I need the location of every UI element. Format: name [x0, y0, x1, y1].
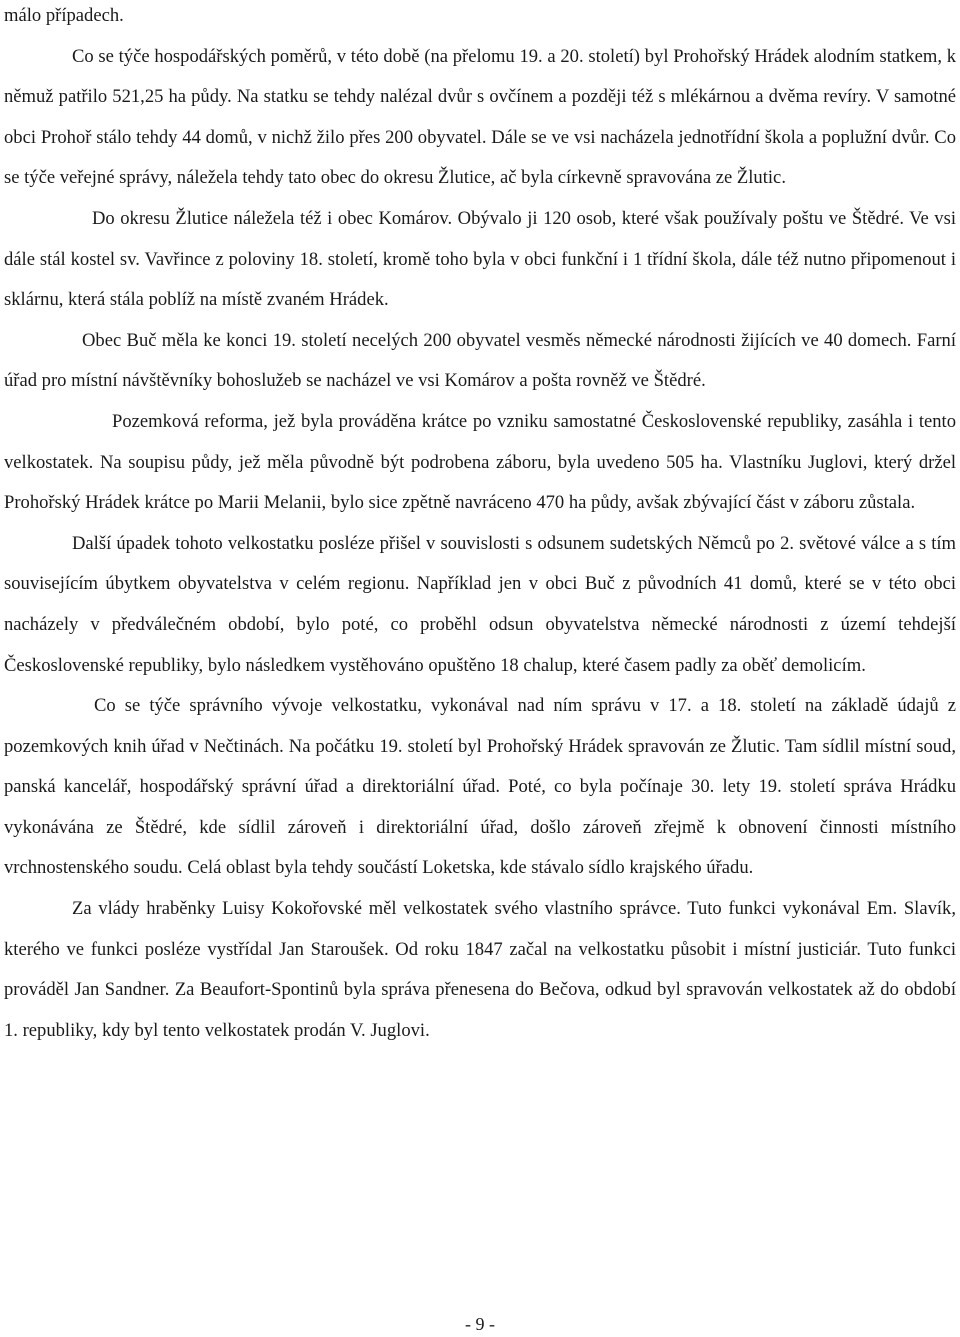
paragraph-komarov: Do okresu Žlutice náležela též i obec Komárov. Obývalo ji 120 osob, které však používaly poštu ve Štědré. Ve vsi dále stál kostel sv. Vavřince z poloviny 18. století, kromě toho byla v obci funkční i 1 třídní škola, dále též nutno připomenout i sklárnu, která stála poblíž na místě zvaném Hrádek.	[4, 207, 956, 311]
paragraph-management: Za vlády hraběnky Luisy Kokořovské měl velkostatek svého vlastního správce. Tuto funkci vykonával Em. Slavík, kterého ve funkci posléze vystřídal Jan Staroušek. Od roku 1847 začal na velkostatku působit i místní justiciár. Tuto funkci prováděl Jan Sandner. Za Beaufort-Spontinů byla správa přenesena do Bečova, odkud byl spravován velkostatek až do období 1. republiky, kdy byl tento velkostatek prodán V. Juglovi.	[4, 898, 956, 1041]
paragraph-buc: Obec Buč měla ke konci 19. století necelých 200 obyvatel vesměs německé národnosti žijících ve 40 domech. Farní úřad pro místní návštěvníky bohoslužeb se nacházel ve vsi Komárov a pošta rovněž ve Štědré.	[4, 329, 956, 392]
paragraph-decline: Další úpadek tohoto velkostatku posléze přišel v souvislosti s odsunem sudetských Němců po 2. světové válce a s tím souvisejícím úbytkem obyvatelstva v celém regionu. Například jen v obci Buč z původních 41 domů, které se v této obci nacházely v předválečném období, bylo poté, co proběhl odsun obyvatelstva německé národnosti z území tehdejší Československé republiky, bylo následkem vystěhováno opuštěno 18 chalup, které časem padly za oběť demolicím.	[4, 532, 956, 676]
paragraph-economic-conditions: Co se týče hospodářských poměrů, v této době (na přelomu 19. a 20. století) byl Prohořský Hrádek alodním statkem, k němuž patřilo 521,25 ha půdy. Na statku se tehdy nalézal dvůr s ovčínem a později též s mlékárnou a dvěma revíry. V samotné obci Prohoř stálo tehdy 44 domů, v nichž žilo přes 200 obyvatel. Dále se ve vsi nacházela jednotřídní škola a poplužní dvůr. Co se týče veřejné správy, náležela tehdy tato obec do okresu Žlutice, ač byla církevně spravována ze Žlutic.	[4, 45, 956, 189]
paragraph-land-reform: Pozemková reforma, jež byla prováděna krátce po vzniku samostatné Československé republiky, zasáhla i tento velkostatek. Na soupisu půdy, jež měla původně být podrobena záboru, byla uvedeno 505 ha. Vlastníku Juglovi, který držel Prohořský Hrádek krátce po Marii Melanii, bylo sice zpětně navráceno 470 ha půdy, avšak zbývající část v záboru zůstala.	[4, 410, 956, 514]
page-number: - 9 -	[465, 1314, 495, 1334]
paragraph-administration: Co se týče správního vývoje velkostatku, vykonával nad ním správu v 17. a 18. století na základě údajů z pozemkových knih úřad v Nečtinách. Na počátku 19. století byl Prohořský Hrádek spravován ze Žlutic. Tam sídlil místní soud, panská kancelář, hospodářský správní úřad a direktoriální úřad. Poté, co byla počínaje 30. lety 19. století správa Hrádku vykonávána ze Štědré, kde sídlil zároveň i direktoriální úřad, došlo zároveň zřejmě k obnovení činnosti místního vrchnostenského soudu. Celá oblast byla tehdy součástí Loketska, kde stávalo sídlo krajského úřadu.	[4, 695, 956, 879]
document-page	[4, 0, 956, 1051]
paragraph-continuation: málo případech.	[4, 5, 124, 26]
